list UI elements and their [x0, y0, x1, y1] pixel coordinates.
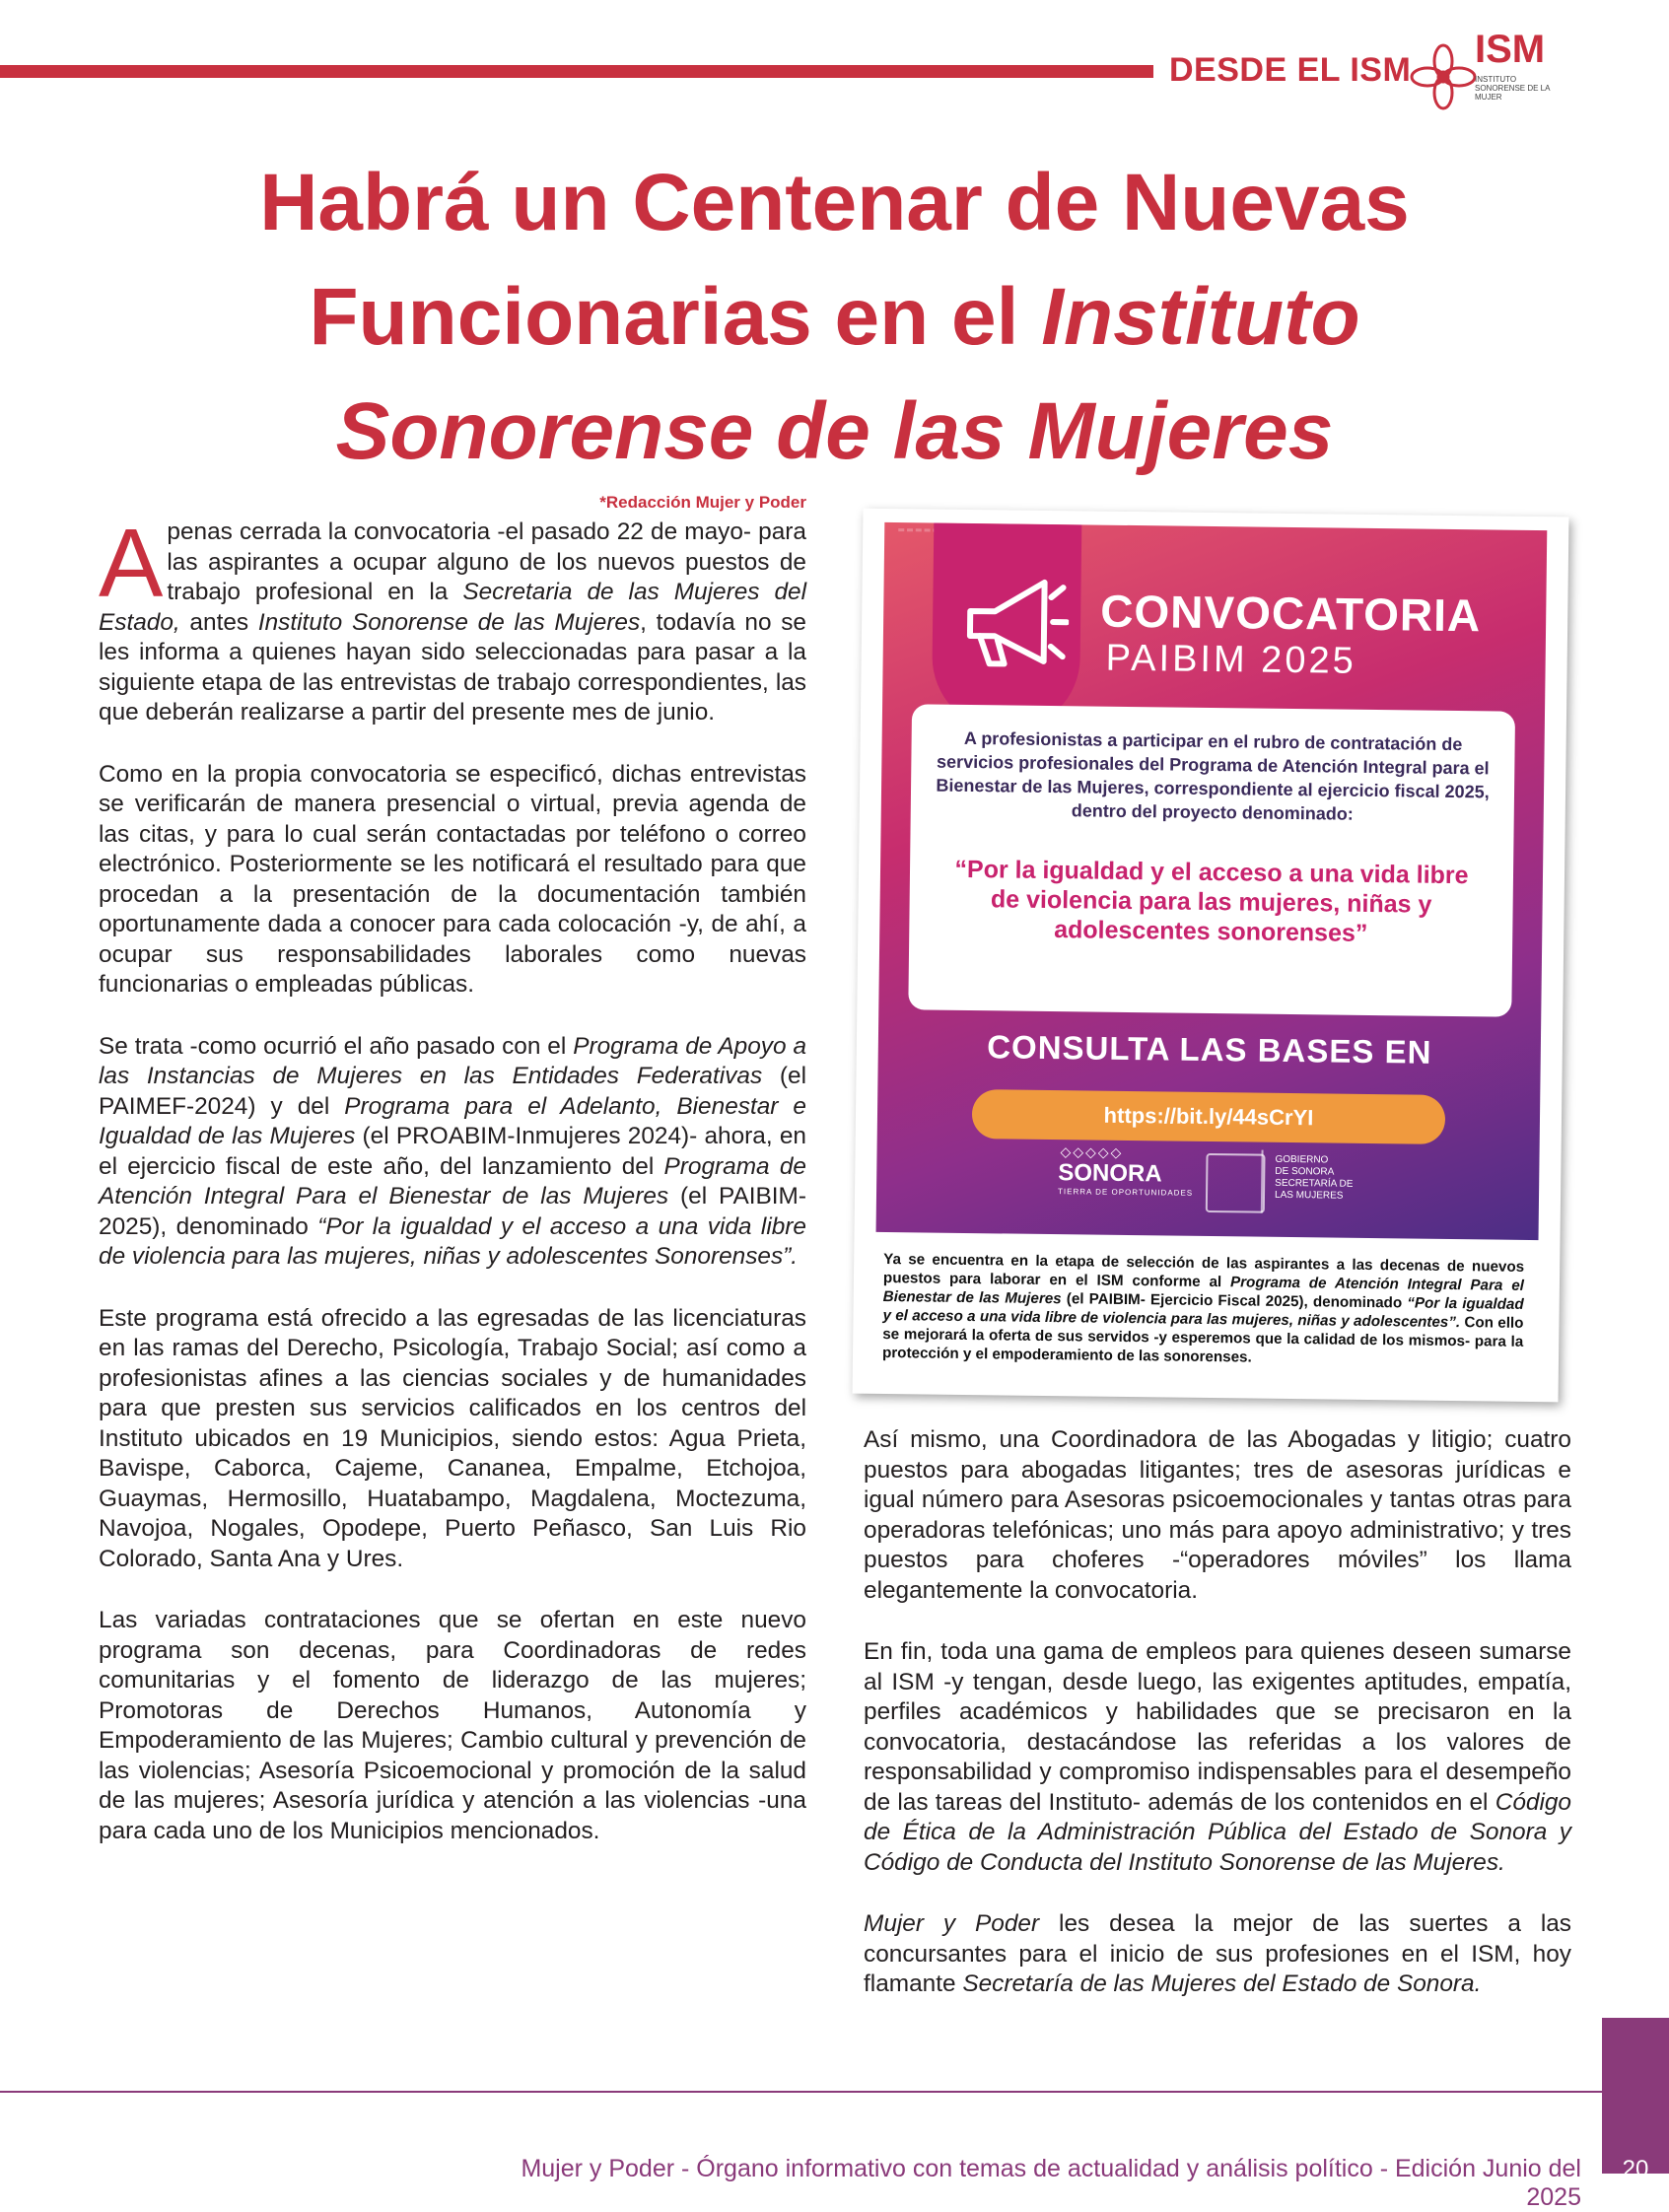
convocatoria-photo	[853, 509, 1569, 1403]
poster-title: CONVOCATORIA	[1099, 585, 1482, 642]
poster-info-box	[908, 704, 1515, 1016]
title-line-1: Habrá un Centenar de Nuevas	[259, 158, 1410, 247]
convocatoria-poster	[876, 522, 1548, 1240]
paragraph-4: Este programa está ofrecido a las egresadas de las licenciaturas en las ramas del Derecho, Psicología, Trabajo Social; así como a profesionistas afines a las ciencias sociales y de humanidades para que presten sus servicios calificados en los centros del Instituto ubicados en 19 Municipios, siendo estos: Agua Prieta, Bavispe, Caborca, Cajeme, Cananea, Empalme, Etchojoa, Guaymas, Hermosillo, Huatabampo, Magdalena, Moctezuma, Navojoa, Nogales, Opodepe, Puerto Peñasco, San Luis Rio Colorado, Santa Ana y Ures.	[99, 1304, 806, 1572]
drop-cap: A	[99, 509, 164, 617]
column-right	[864, 1425, 1571, 2032]
title-line-3: Sonorense de las Mujeres	[335, 386, 1334, 476]
paragraph-1: Apenas cerrada la convocatoria -el pasado 22 de mayo- para las aspirantes a ocupar alguno de los nuevos puestos de trabajo profesional en la Secretaria de las Mujeres del Estado, antes Instituto Sonorense de las Mujeres, todavía no se les informa a quienes hayan sido seleccionadas para pasar a la siguiente etapa de las entrevistas de trabajo correspondientes, las que deberán realizarse a partir del presente mes de junio.	[99, 509, 806, 726]
title-line-2b: Instituto	[1041, 272, 1360, 362]
paragraph-5: Las variadas contrataciones que se ofertan en este nuevo programa son decenas, para Coordinadoras de redes comunitarias y el fomento de liderazgo de las mujeres; Promotoras de Derechos Humanos, Autonomía y Empoderamiento de las Mujeres; Cambio cultural y prevención de las violencias; Asesoría Psicoemocional y promoción de la salud de las mujeres; Asesoría jurídica y atención a las violencias -una para cada uno de los Municipios mencionados.	[99, 1607, 806, 1844]
poster-quote: “Por la igualdad y el acceso a una vida libre de violencia para las mujeres, niñas y adolescentes sonorenses”	[954, 855, 1469, 947]
section-label: DESDE EL ISM	[1169, 51, 1412, 89]
paragraph-8: Mujer y Poder les desea la mejor de las suertes a las concursantes para el inicio de sus profesiones en el ISM, hoy flamante Secretaría de las Mujeres del Estado de Sonora.	[864, 1910, 1571, 1997]
sonora-brand: SONORA	[1058, 1159, 1162, 1188]
byline: *Redacción Mujer y Poder	[599, 493, 806, 512]
paragraph-3: Se trata -como ocurrió el año pasado con el Programa de Apoyo a las Instancias de Mujeres en las Entidades Federativas (el PAIMEF-2024) y del Programa para el Adelanto, Bienestar e Igualdad de las Mujeres (el PROABIM-Inmujeres 2024)- ahora, en el ejercicio fiscal de este año, del lanzamiento del Programa de Atención Integral Para el Bienestar de las Mujeres (el PAIBIM-2025), denominado “Por la igualdad y el acceso a una vida libre de violencia para las mujeres, niñas y adolescentes Sonorenses”.	[99, 1032, 807, 1270]
title-line-2a: Funcionarias en el	[309, 272, 1042, 362]
logo-acronym: ISM	[1475, 28, 1546, 71]
poster-subtitle: PAIBIM 2025	[1105, 637, 1357, 682]
sonora-pattern-icon: ◇◇◇◇◇	[1060, 1143, 1124, 1160]
sonora-tagline: TIERRA DE OPORTUNIDADES	[1058, 1187, 1194, 1198]
paragraph-6: Así mismo, una Coordinadora de las Abogadas y litigio; cuatro puestos para abogadas litigantes; tres de asesoras jurídicas e igual número para Asesoras psicoemocionales y tantas otras para operadoras telefónicas; uno más para apoyo administrativo; y tres puestos para choferes -“operadores móviles” los llama elegantemente la convocatoria.	[864, 1426, 1571, 1604]
footer-text: Mujer y Poder - Órgano informativo con temas de actualidad y análisis político - Edición Junio del 2025	[521, 2155, 1581, 2211]
poster-body: A profesionistas a participar en el rubro de contratación de servicios profesionales del Programa de Atención Integral para el Bienestar de las Mujeres, correspondiente al ejercicio fiscal 2025, dentro del proyecto denominado:	[936, 727, 1490, 824]
state-seal-icon	[1206, 1153, 1266, 1213]
poster-url-link[interactable]: https://bit.ly/44sCrYI	[972, 1089, 1446, 1144]
article-title	[59, 146, 1610, 489]
photo-caption: Ya se encuentra en la etapa de selección de las aspirantes a las decenas de nuevos puestos para laborar en el ISM conforme al Programa de Atención Integral Para el Bienestar de las Mujeres (el PAIBIM- Ejercicio Fiscal 2025), denominado “Por la igualdad y el acceso a una vida libre de violencia para las mujeres, niñas y adolescentes”. Con ello se mejorará la oferta de sus servidos -y esperemos que la calidad de los mismos- para la protección y el empoderamiento de las sonorenses.	[881, 1250, 1525, 1366]
page-number-box	[1602, 2018, 1669, 2182]
column-left	[99, 509, 807, 1878]
page-number: 20	[1622, 2156, 1649, 2182]
gov-logo-text: GOBIERNO DE SONORA SECRETARÍA DE LAS MUJERES	[1274, 1153, 1354, 1202]
header-rule	[0, 65, 1153, 78]
footer-rule	[0, 2091, 1602, 2093]
poster-cta: CONSULTA LAS BASES EN	[986, 1028, 1432, 1071]
paragraph-2: Como en la propia convocatoria se especificó, dichas entrevistas se verificarán de manera presencial o virtual, previa agenda de las citas, y para lo cual serán contactadas por teléfono o correo electrónico. Posteriormente se les notificará el resultado para que procedan a la presentación de la documentación también oportunamente dada a conocer para cada colocación -y, de ahí, a ocupar sus responsabilidades laborales como nuevas funcionarias o empleadas públicas.	[99, 760, 806, 998]
megaphone-icon	[949, 557, 1069, 676]
paragraph-7: En fin, toda una gama de empleos para quienes deseen sumarse al ISM -y tengan, desde luego, las exigentes aptitudes, empatía, perfiles académicos y habilidades que se precisaron en la convocatoria, destacándose las referidas a los valores de responsabilidad y compromiso indispensables para el desempeño de las tareas del Instituto- además de los contenidos en el Código de Ética de la Administración Pública del Estado de Sonora y Código de Conducta del Instituto Sonorense de las Mujeres.	[864, 1638, 1571, 1876]
logo-subtitle: INSTITUTO SONORENSE DE LA MUJER	[1475, 75, 1551, 102]
